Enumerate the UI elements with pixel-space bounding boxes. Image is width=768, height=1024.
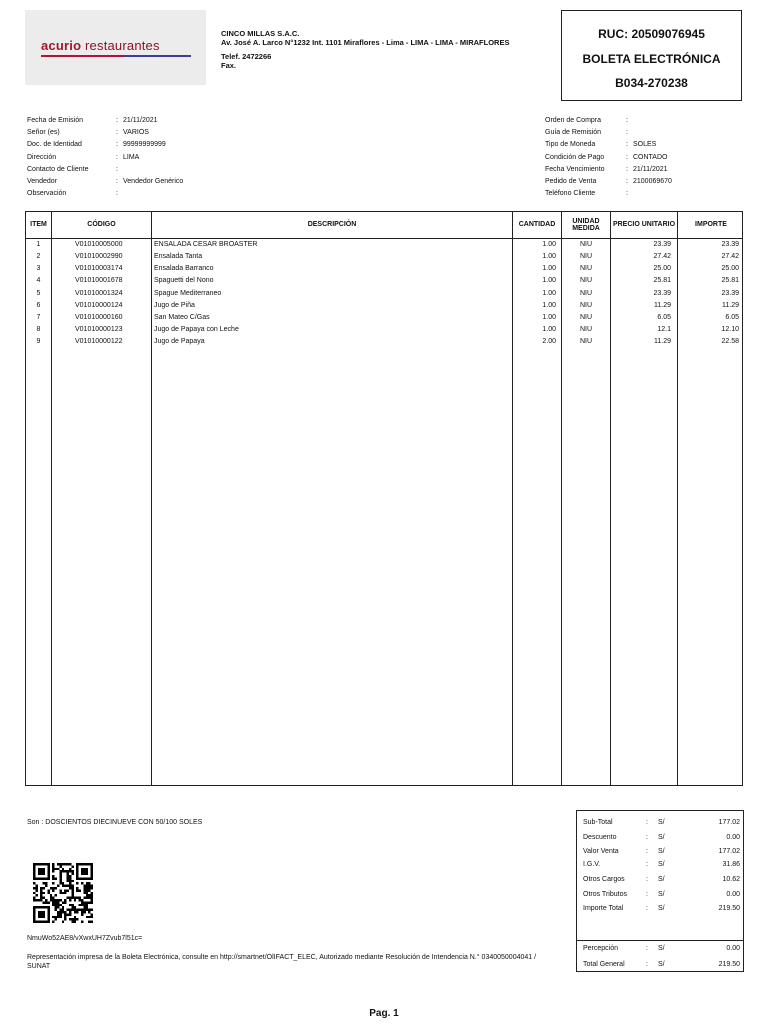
cell-unidad: NIU	[579, 265, 593, 273]
totals-row	[577, 891, 743, 903]
cell-precio: 11.29	[654, 338, 671, 346]
company-logo	[25, 10, 206, 85]
cell-descripcion: ENSALADA CESAR BROASTER	[154, 241, 258, 248]
totals-value: 177.02	[718, 848, 740, 855]
info-colon: :	[116, 117, 118, 124]
totals-box	[576, 810, 744, 972]
totals-colon: :	[646, 834, 648, 841]
info-label: Guía de Remisión	[545, 129, 602, 137]
cell-item: 2	[36, 253, 41, 261]
totals-colon: :	[646, 848, 648, 855]
amount-in-words: Son : DOSCIENTOS DIECINUEVE CON 50/100 SOLES	[27, 819, 203, 826]
info-row	[545, 164, 672, 176]
digest-hash: NmuWo52AE8/vXwxUH7Zvub7l51c=	[27, 935, 143, 942]
cell-importe: 23.39	[721, 289, 739, 297]
cell-descripcion: Jugo de Papaya con Leche	[154, 326, 239, 334]
info-row	[27, 115, 183, 127]
info-row	[27, 127, 183, 139]
info-colon: :	[116, 153, 118, 161]
qr-code	[31, 863, 95, 923]
logo-underline	[41, 55, 191, 57]
cell-importe: 11.29	[722, 301, 739, 309]
cell-unidad: NIU	[579, 326, 593, 334]
totals-row	[577, 961, 743, 973]
totals-currency: S/	[658, 891, 665, 898]
info-label: Orden de Compra	[545, 117, 602, 124]
table-row	[26, 301, 742, 313]
cell-cantidad: 1.00	[542, 265, 556, 273]
cell-precio: 27.42	[653, 253, 671, 261]
header-unidad: UNIDAD MEDIDA	[572, 217, 600, 232]
company-address: Av. José A. Larco N°1232 Int. 1101 Miraflores - Lima - LIMA - LIMA - MIRAFLORES	[221, 37, 510, 47]
totals-currency: S/	[658, 834, 665, 841]
info-colon: :	[626, 129, 628, 137]
cell-descripcion: Spague Mediterraneo	[154, 289, 222, 297]
info-label: Fecha Vencimiento	[545, 165, 605, 173]
table-row	[26, 289, 742, 301]
info-row	[27, 188, 183, 200]
document-number: B034-270238	[615, 76, 688, 90]
totals-currency: S/	[658, 905, 665, 912]
info-value: SOLES	[633, 141, 657, 149]
info-label: Teléfono Cliente	[545, 190, 596, 198]
info-colon: :	[116, 165, 118, 173]
totals-label: I.G.V.	[583, 861, 601, 868]
cell-cantidad: 1.00	[542, 277, 556, 285]
cell-cantidad: 1.00	[542, 326, 556, 334]
totals-currency: S/	[658, 945, 665, 952]
info-value: 2100069670	[633, 177, 672, 185]
totals-label: Otros Cargos	[583, 876, 625, 883]
cell-codigo: V01010000124	[75, 301, 123, 309]
cell-item: 5	[36, 289, 41, 297]
totals-label: Otros Tributos	[583, 891, 627, 898]
table-row	[26, 313, 742, 325]
info-colon: :	[626, 117, 628, 124]
cell-descripcion: Jugo de Papaya	[154, 338, 205, 346]
totals-currency: S/	[658, 819, 665, 826]
cell-precio: 23.39	[653, 289, 671, 297]
totals-currency: S/	[658, 848, 665, 855]
info-right	[545, 115, 672, 200]
cell-importe: 27.42	[721, 253, 739, 261]
cell-codigo: V01010000160	[75, 313, 123, 321]
totals-row	[577, 819, 743, 831]
cell-precio: 23.39	[653, 241, 671, 248]
cell-codigo: V01010000123	[75, 326, 123, 334]
info-row	[27, 176, 183, 188]
totals-currency: S/	[658, 961, 665, 968]
company-header	[221, 30, 509, 70]
totals-colon: :	[646, 905, 648, 912]
cell-descripcion: Jugo de Piña	[154, 301, 195, 309]
info-label: Doc. de Identidad	[27, 141, 82, 149]
totals-row	[577, 848, 743, 860]
info-label: Condición de Pago	[545, 153, 605, 161]
info-row	[545, 139, 672, 151]
info-label: Pedido de Venta	[545, 177, 597, 185]
table-row	[26, 276, 742, 288]
info-row	[27, 164, 183, 176]
cell-cantidad: 1.00	[542, 241, 556, 248]
cell-unidad: NIU	[579, 313, 593, 321]
info-colon: :	[626, 141, 628, 149]
cell-item: 3	[36, 265, 41, 273]
cell-item: 1	[36, 241, 41, 248]
totals-row	[577, 945, 743, 957]
logo-text	[41, 38, 160, 53]
totals-value: 219.50	[718, 905, 740, 912]
cell-cantidad: 1.00	[542, 253, 556, 261]
info-label: Señor (es)	[27, 129, 60, 137]
totals-label: Sub-Total	[583, 819, 613, 826]
cell-item: 7	[36, 313, 41, 321]
totals-value: 31.86	[722, 861, 740, 868]
cell-item: 6	[36, 301, 41, 309]
document-type: BOLETA ELECTRÓNICA	[582, 52, 721, 66]
totals-row	[577, 905, 743, 917]
cell-importe: 12.10	[721, 326, 739, 334]
cell-unidad: NIU	[579, 241, 593, 248]
info-value: CONTADO	[633, 153, 668, 161]
info-label: Vendedor	[27, 177, 57, 185]
cell-importe: 25.00	[721, 265, 739, 273]
company-phone: Telef. 2472266	[221, 52, 272, 61]
info-colon: :	[116, 177, 118, 185]
info-row	[545, 115, 672, 127]
cell-item: 8	[36, 326, 41, 334]
info-value: VARIOS	[123, 129, 149, 137]
header-precio: PRECIO UNITARIO	[612, 221, 676, 229]
cell-cantidad: 1.00	[542, 301, 556, 309]
info-value: 21/11/2021	[123, 117, 158, 124]
totals-value: 0.00	[726, 945, 740, 952]
info-colon: :	[626, 190, 628, 198]
cell-codigo: V01010001678	[75, 277, 123, 285]
totals-value: 0.00	[726, 891, 740, 898]
cell-item: 4	[36, 277, 41, 285]
info-colon: :	[116, 190, 118, 198]
logo-brand: acurio	[41, 38, 82, 53]
cell-unidad: NIU	[579, 301, 593, 309]
cell-descripcion: Ensalada Barranco	[154, 265, 214, 273]
cell-importe: 25.81	[721, 277, 739, 285]
info-colon: :	[116, 141, 118, 149]
cell-descripcion: Spaguetti del Nono	[154, 277, 214, 285]
totals-colon: :	[646, 819, 648, 826]
table-row	[26, 337, 742, 349]
ruc-box	[561, 10, 742, 101]
info-value: Vendedor Genérico	[123, 177, 184, 185]
totals-label: Descuento	[583, 834, 617, 841]
cell-descripcion: San Mateo C/Gas	[154, 313, 210, 321]
info-colon: :	[626, 153, 628, 161]
info-colon: :	[626, 165, 628, 173]
cell-cantidad: 2.00	[542, 338, 556, 346]
company-name: CINCO MILLAS S.A.C.	[221, 29, 300, 38]
totals-value: 10.62	[722, 876, 740, 883]
info-label: Contacto de Cliente	[27, 165, 89, 173]
cell-precio: 6.05	[657, 313, 671, 321]
cell-importe: 23.39	[721, 241, 739, 248]
items-table	[25, 211, 743, 786]
cell-codigo: V01010005000	[75, 241, 123, 248]
info-row	[545, 188, 672, 200]
page-number: Pag. 1	[369, 1008, 399, 1019]
table-row	[26, 240, 742, 252]
table-row	[26, 252, 742, 264]
info-colon: :	[116, 129, 118, 137]
info-colon: :	[626, 177, 628, 185]
info-value: 99999999999	[123, 141, 166, 149]
header-item: ITEM	[30, 221, 47, 229]
cell-precio: 12.1	[657, 326, 671, 334]
totals-label: Importe Total	[583, 905, 624, 912]
table-row	[26, 325, 742, 337]
cell-codigo: V01010001324	[75, 289, 123, 297]
logo-rest: restaurantes	[81, 38, 160, 53]
info-row	[27, 152, 183, 164]
totals-value: 177.02	[718, 819, 740, 826]
totals-colon: :	[646, 961, 648, 968]
cell-cantidad: 1.00	[542, 289, 556, 297]
header-cantidad: CANTIDAD	[518, 221, 556, 229]
totals-currency: S/	[658, 861, 665, 868]
info-row	[545, 176, 672, 188]
cell-codigo: V01010002990	[75, 253, 123, 261]
company-fax: Fax.	[221, 60, 237, 70]
totals-row	[577, 861, 743, 873]
totals-colon: :	[646, 891, 648, 898]
header-codigo: CÓDIGO	[87, 221, 116, 229]
info-row	[545, 152, 672, 164]
table-row	[26, 264, 742, 276]
totals-row	[577, 876, 743, 888]
totals-value: 219.50	[718, 961, 740, 968]
cell-unidad: NIU	[579, 289, 593, 297]
totals-row	[577, 834, 743, 846]
cell-precio: 25.00	[653, 265, 671, 273]
totals-colon: :	[646, 945, 648, 952]
info-label: Dirección	[27, 153, 57, 161]
totals-value: 0.00	[726, 834, 740, 841]
totals-currency: S/	[658, 876, 665, 883]
info-value: LIMA	[123, 153, 140, 161]
cell-precio: 11.29	[654, 301, 671, 309]
cell-unidad: NIU	[579, 277, 593, 285]
info-row	[27, 139, 183, 151]
cell-item: 9	[36, 338, 41, 346]
cell-importe: 6.05	[725, 313, 739, 321]
info-row	[545, 127, 672, 139]
totals-colon: :	[646, 876, 648, 883]
totals-label: Valor Venta	[583, 848, 619, 855]
cell-unidad: NIU	[579, 253, 593, 261]
cell-codigo: V01010003174	[75, 265, 123, 273]
info-label: Fecha de Emisión	[27, 117, 84, 124]
header-descripcion: DESCRIPCIÓN	[307, 221, 357, 229]
ruc-number: RUC: 20509076945	[598, 27, 705, 41]
cell-descripcion: Ensalada Tanta	[154, 253, 203, 261]
cell-cantidad: 1.00	[542, 313, 556, 321]
representation-note: Representación impresa de la Boleta Electrónica, consulte en http://smartnet/OlIFACT_ELEC, Autorizado mediante Resolución de Intendencia N.° 0340050004041 / SUNAT	[27, 954, 537, 970]
info-label: Tipo de Moneda	[545, 141, 596, 149]
cell-precio: 25.81	[653, 277, 671, 285]
cell-codigo: V01010000122	[75, 338, 123, 346]
totals-colon: :	[646, 861, 648, 868]
totals-label: Percepción	[583, 945, 619, 952]
info-label: Observación	[27, 190, 67, 198]
totals-label: Total General	[583, 961, 625, 968]
cell-importe: 22.58	[721, 338, 739, 346]
info-value: 21/11/2021	[633, 165, 668, 173]
cell-unidad: NIU	[579, 338, 593, 346]
info-left	[27, 115, 183, 200]
header-importe: IMPORTE	[695, 221, 727, 229]
